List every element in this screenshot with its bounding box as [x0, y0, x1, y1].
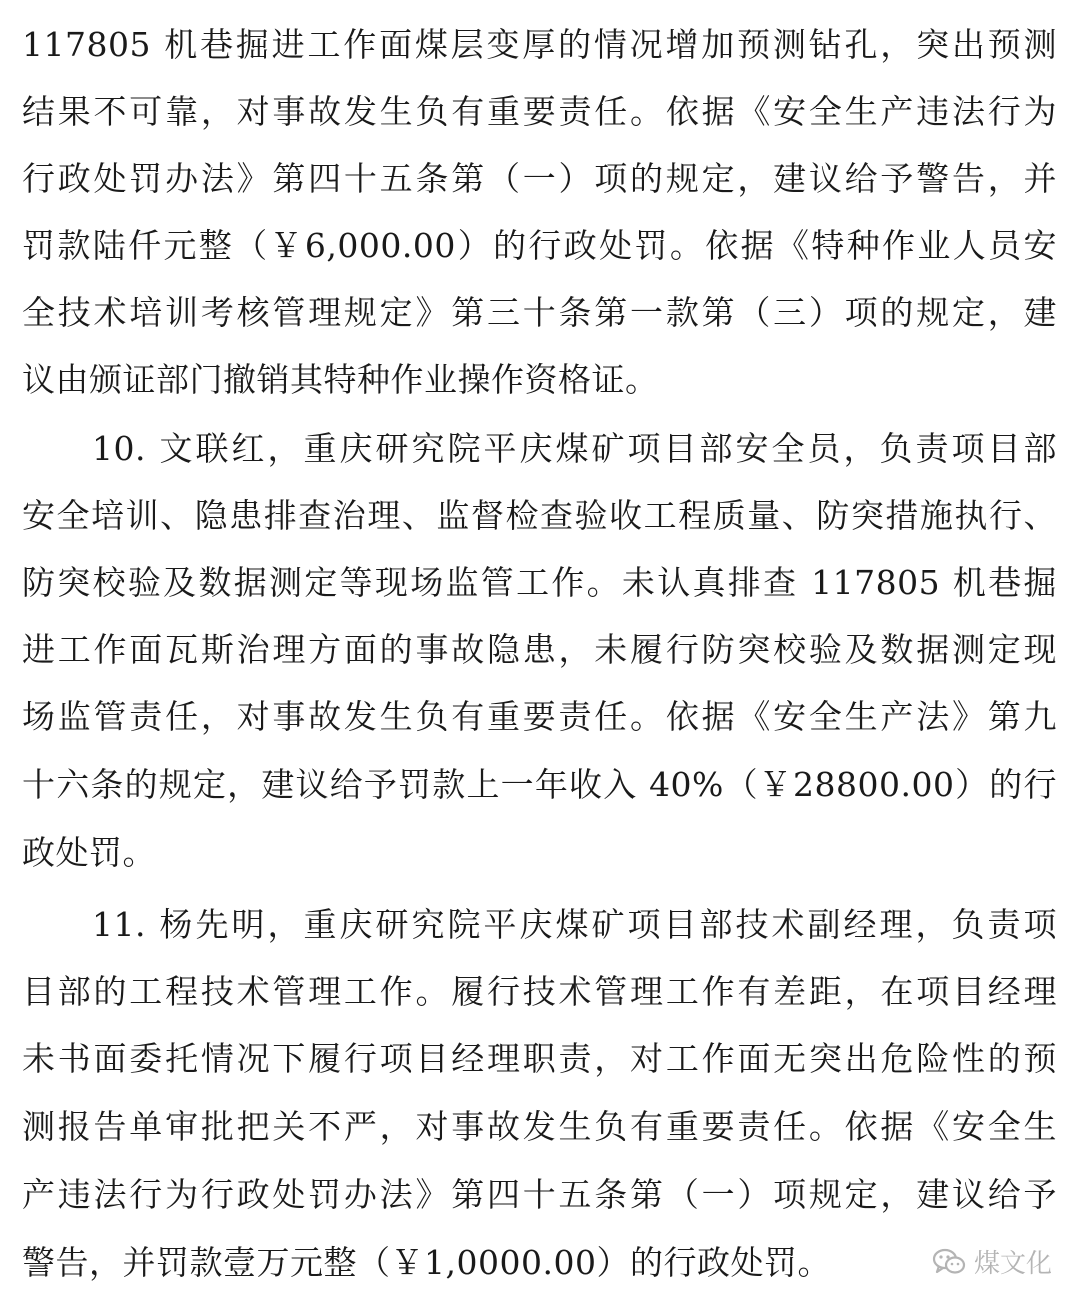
paragraph-1-line-4: 罚款陆仟元整（￥6,000.00）的行政处罚。依据《特种作业人员安: [22, 226, 1057, 265]
paragraph-2-line-4: 进工作面瓦斯治理方面的事故隐患，未履行防突校验及数据测定现: [22, 630, 1057, 669]
paragraph-2-line-1: 10. 文联红，重庆研究院平庆煤矿项目部安全员，负责项目部: [92, 429, 1057, 468]
paragraph-3-line-1: 11. 杨先明，重庆研究院平庆煤矿项目部技术副经理，负责项: [92, 905, 1057, 944]
paragraph-1-line-2: 结果不可靠，对事故发生负有重要责任。依据《安全生产违法行为: [22, 92, 1057, 131]
watermark-text: 煤文化: [973, 1249, 1052, 1279]
paragraph-1-line-3: 行政处罚办法》第四十五条第（一）项的规定，建议给予警告，并: [22, 159, 1057, 198]
wechat-icon: [932, 1247, 966, 1277]
paragraph-2-line-6: 十六条的规定，建议给予罚款上一年收入 40%（￥28800.00）的行: [22, 765, 1057, 804]
paragraph-2-line-5: 场监管责任，对事故发生负有重要责任。依据《安全生产法》第九: [22, 697, 1057, 736]
paragraph-3-line-3: 未书面委托情况下履行项目经理职责，对工作面无突出危险性的预: [22, 1039, 1057, 1078]
paragraph-3-line-4: 测报告单审批把关不严，对事故发生负有重要责任。依据《安全生: [22, 1107, 1057, 1146]
paragraph-2-line-7: 政处罚。: [22, 833, 156, 872]
paragraph-3-line-2: 目部的工程技术管理工作。履行技术管理工作有差距，在项目经理: [22, 972, 1057, 1011]
paragraph-3-line-5: 产违法行为行政处罚办法》第四十五条第（一）项规定，建议给予: [22, 1175, 1057, 1214]
paragraph-1-line-1: 117805 机巷掘进工作面煤层变厚的情况增加预测钻孔，突出预测: [22, 25, 1057, 64]
paragraph-3-line-6: 警告，并罚款壹万元整（￥1,0000.00）的行政处罚。: [22, 1243, 831, 1282]
paragraph-2-line-3: 防突校验及数据测定等现场监管工作。未认真排查 117805 机巷掘: [22, 563, 1057, 602]
paragraph-1-line-6: 议由颁证部门撤销其特种作业操作资格证。: [22, 360, 659, 399]
paragraph-2-line-2: 安全培训、隐患排查治理、监督检查验收工程质量、防突措施执行、: [22, 496, 1057, 535]
paragraph-1-line-5: 全技术培训考核管理规定》第三十条第一款第（三）项的规定，建: [22, 293, 1057, 332]
wechat-watermark: [932, 1243, 1052, 1280]
